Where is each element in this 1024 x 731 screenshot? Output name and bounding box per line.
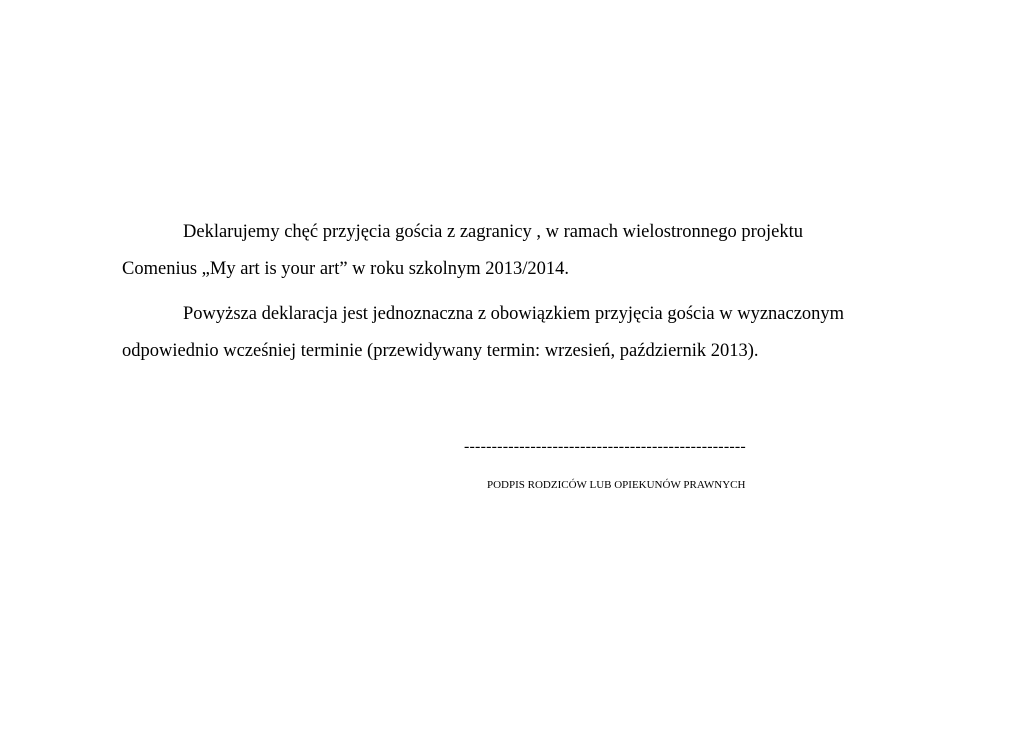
paragraph-line: Powyższa deklaracja jest jednoznaczna z obowiązkiem przyjęcia gościa w wyznaczonym [183,304,845,324]
paragraph-line: odpowiednio wcześniej terminie (przewidywany termin: wrzesień, październik 2013). [122,341,759,361]
obligation-paragraph [122,296,882,370]
signature-caption: PODPIS RODZICÓW LUB OPIEKUNÓW PRAWNYCH [487,479,746,491]
paragraph-line: Comenius „My art is your art” w roku szkolnym 2013/2014. [122,259,570,279]
paragraph-line: Deklarujemy chęć przyjęcia gościa z zagranicy , w ramach wielostronnego projektu [183,222,803,242]
declaration-paragraph [122,214,882,288]
signature-line: --------------------------------------------------- [464,438,746,455]
